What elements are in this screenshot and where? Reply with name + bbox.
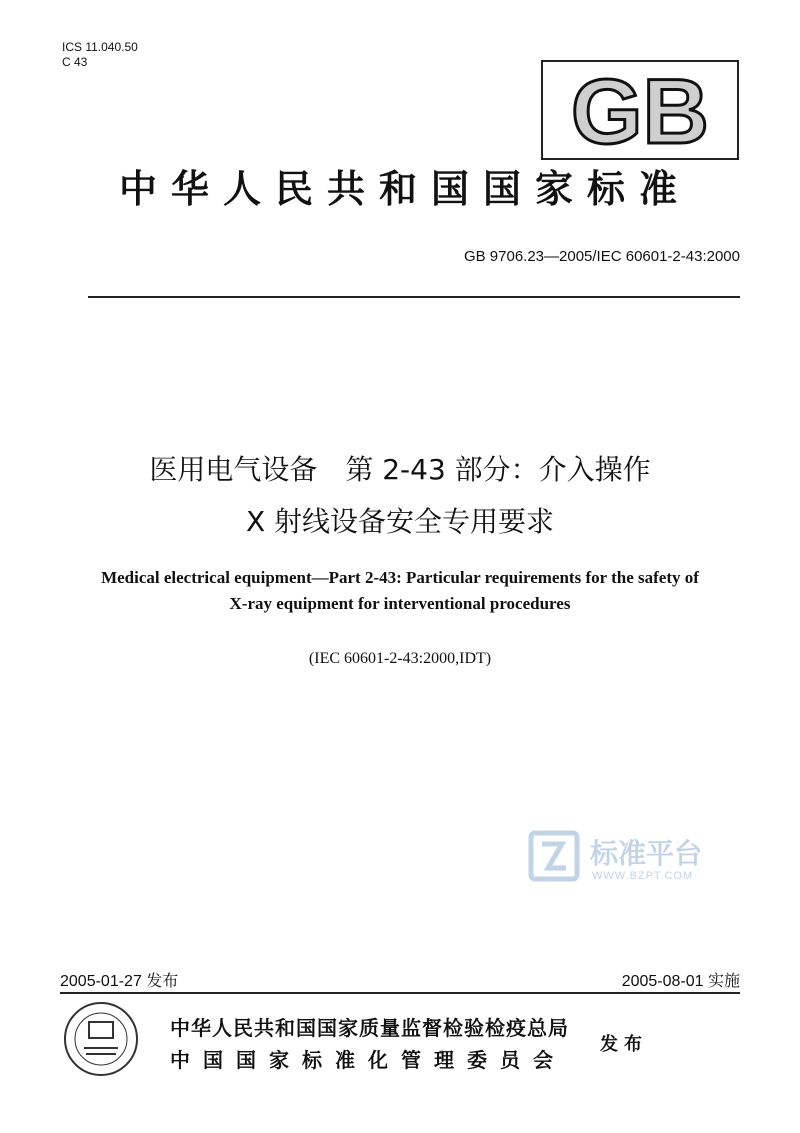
watermark-name: 标准平台 (590, 837, 703, 870)
document-title-en-line1: Medical electrical equipment—Part 2-43: Particular requirements for the safety of (101, 568, 699, 587)
standard-title: 中华人民共和国国家标准 (118, 167, 691, 211)
header-divider (88, 296, 740, 298)
ics-code: ICS 11.040.50 (62, 40, 138, 54)
publish-label: 发布 (600, 1034, 648, 1055)
footer-divider (60, 992, 740, 994)
standard-number: GB 9706.23—2005/IEC 60601-2-43:2000 (463, 248, 740, 265)
official-seal-icon (62, 1000, 140, 1078)
iec-reference: (IEC 60601-2-43:2000,IDT) (308, 650, 492, 667)
document-title-en-line2: X-ray equipment for interventional procedures (229, 594, 571, 613)
authority-sac: 中国国家标准化管理委员会 (170, 1048, 566, 1072)
document-title-cn-line1: 医用电气设备 第 2-43 部分：介入操作 (149, 453, 651, 486)
watermark (528, 830, 738, 890)
gb-logo-text: GB (571, 61, 709, 163)
ics-classification (62, 40, 138, 70)
document-title-cn-line2: X 射线设备安全专用要求 (245, 505, 555, 538)
issue-date: 2005-01-27 发布 (60, 973, 179, 990)
gb-logo (540, 55, 740, 165)
authority-aqsiq: 中华人民共和国国家质量监督检验检疫总局 (170, 1016, 569, 1040)
implementation-date: 2005-08-01 实施 (621, 973, 740, 990)
ccs-code: C 43 (62, 55, 88, 69)
watermark-url: WWW.BZPT.COM (592, 870, 694, 882)
bzpt-logo-icon (528, 830, 580, 882)
